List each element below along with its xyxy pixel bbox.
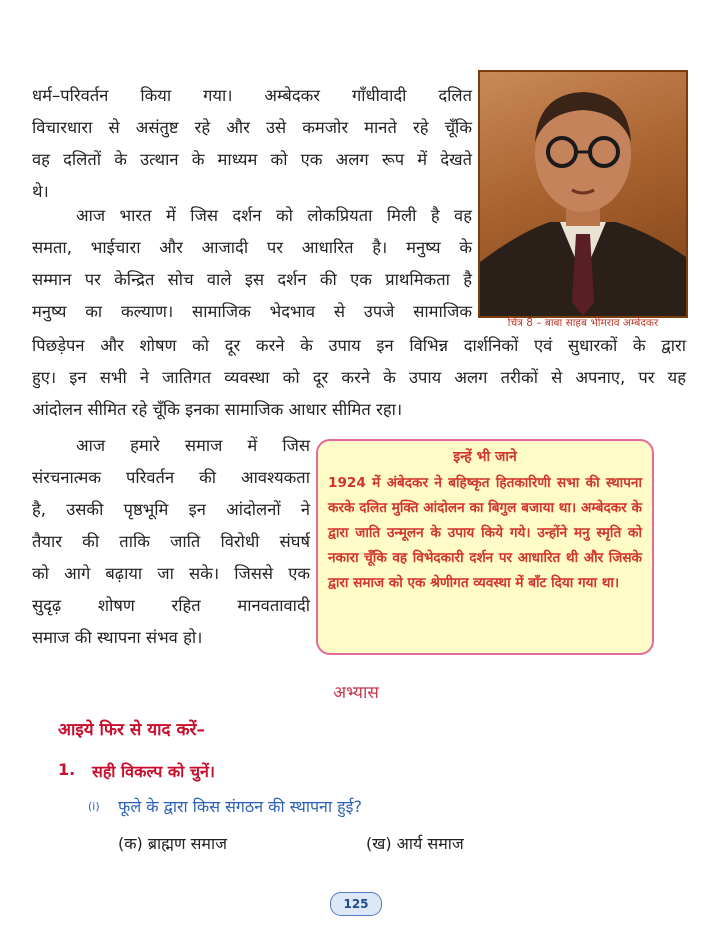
question-number: 1. — [58, 760, 76, 779]
text-line: आज हमारे समाज में जिस — [76, 436, 310, 455]
option-a: (क) ब्राह्मण समाज — [118, 834, 228, 853]
text-line: समता, भाईचारा और आजादी पर आधारित है। मनुष्य के — [32, 238, 472, 257]
text-line: धर्म–परिवर्तन किया गया। अम्बेदकर गाँधीवादी दलित — [32, 86, 472, 105]
question-text: सही विकल्प को चुनें। — [92, 762, 215, 781]
text-line: सम्मान पर केन्द्रित सोच वाले इस दर्शन की एक प्राथमिकता है — [32, 270, 472, 289]
text-line: मनुष्य का कल्याण। सामाजिक भेदभाव से उपजे सामाजिक — [32, 302, 472, 321]
paragraph-2 — [32, 200, 472, 328]
ambedkar-portrait-image — [478, 70, 688, 318]
text-line: थे। — [32, 182, 49, 201]
text-line: आज भारत में जिस दर्शन को लोकप्रियता मिली है वह — [76, 206, 472, 225]
text-line: हुए। इन सभी ने जातिगत व्यवस्था को दूर करने के उपाय अलग तरीकों से अपनाए, पर यह — [32, 368, 686, 387]
text-line: विचारधारा से असंतुष्ट रहे और उसे कमजोर मानते रहे चूँकि — [32, 118, 472, 137]
text-line: तैयार की ताकि जाति विरोधी संघर्ष — [32, 532, 310, 551]
text-line: को आगे बढ़ाया जा सके। जिससे एक — [32, 564, 310, 583]
text-line: संरचनात्मक परिवर्तन की आवश्यकता — [32, 468, 310, 487]
info-box-title: इन्हें भी जाने — [453, 449, 517, 465]
subquestion-marker: (i) — [88, 800, 100, 813]
portrait-illustration — [480, 72, 686, 316]
text-line: आंदोलन सीमित रहे चूँकि इनका सामाजिक आधार सीमित रहा। — [32, 400, 403, 419]
text-line: पिछड़ेपन और शोषण को दूर करने के उपाय इन विभिन्न दार्शनिकों एवं सुधारकों के द्वारा — [32, 336, 686, 355]
info-box — [316, 439, 654, 655]
info-box-text: 1924 में अंबेदकर ने बहिष्कृत हितकारिणी सभा की स्थापना करके दलित मुक्ति आंदोलन का बिगुल बजाया था। अम्बेदकर के द्वारा जाति उन्मूलन के उपाय किये गये। उन्होंने मनु स्मृति को नकारा चूँकि वह विभेदकारी दर्शन पर आधारित थी और जिसके द्वारा समाज को एक श्रेणीगत व्यवस्था में बाँट दिया गया था। — [328, 475, 642, 591]
photo-caption: चित्र 8 – बाबा साहब भीमराव अम्बेदकर — [507, 317, 659, 329]
text-line: वह दलितों के उत्थान के माध्यम को एक अलग रूप में देखते — [32, 150, 472, 169]
text-line: समाज की स्थापना संभव हो। — [32, 628, 203, 647]
paragraph-3 — [32, 430, 310, 654]
exercise-heading: अभ्यास — [333, 683, 379, 703]
recall-heading: आइये फिर से याद करें– — [58, 720, 206, 740]
paragraph-1 — [32, 80, 472, 208]
text-line: है, उसकी पृष्ठभूमि इन आंदोलनों ने — [32, 500, 310, 519]
page-number: 125 — [330, 892, 382, 916]
option-b: (ख) आर्य समाज — [366, 834, 464, 853]
paragraph-2-continued — [32, 330, 686, 426]
text-line: सुदृढ़ शोषण रहित मानवतावादी — [32, 596, 310, 615]
subquestion-text: फूले के द्वारा किस संगठन की स्थापना हुई? — [118, 797, 363, 816]
